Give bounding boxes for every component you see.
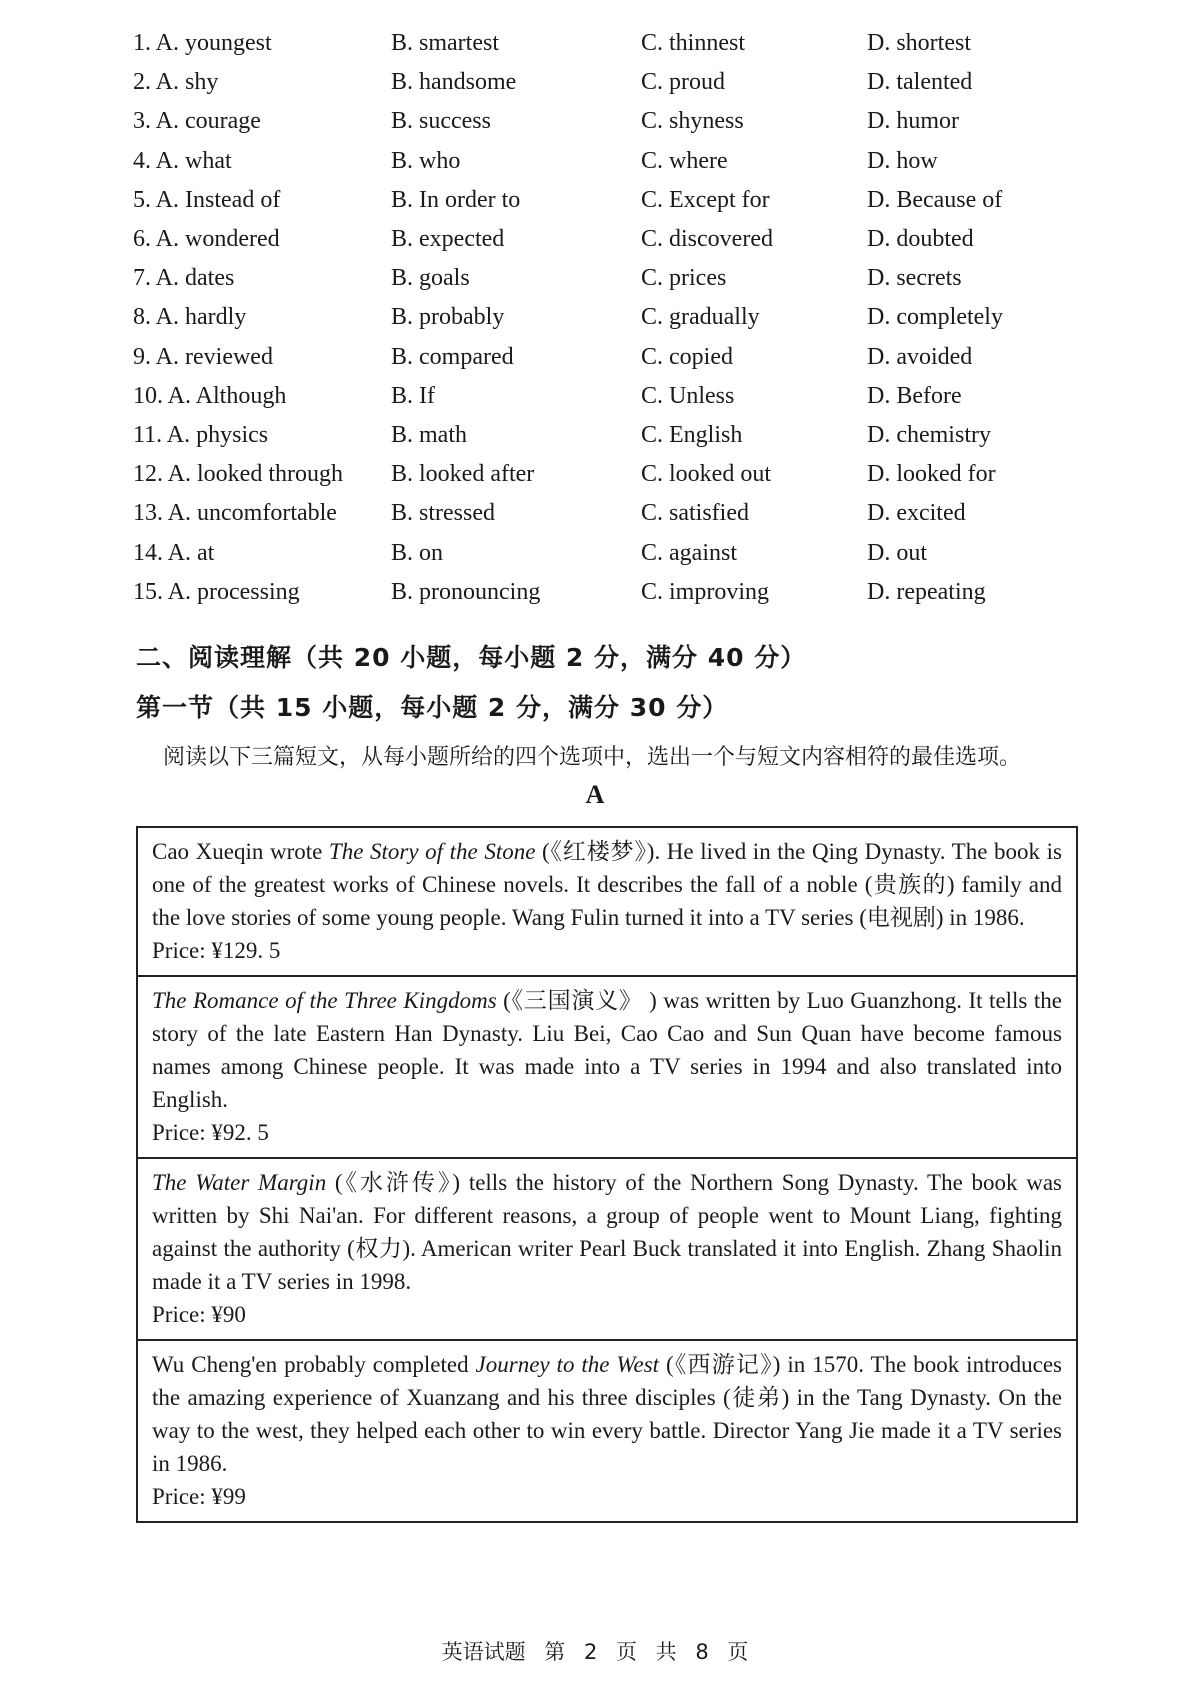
instruction-text: 阅读以下三篇短文，从每小题所给的四个选项中，选出一个与短文内容相符的最佳选项。 (163, 745, 1022, 770)
option-b: B. handsome (391, 69, 517, 96)
option-c: C. Unless (641, 382, 735, 409)
option-d: D. completely (867, 304, 1003, 331)
book-price: Price: ¥92. 5 (152, 1120, 269, 1145)
option-c: C. looked out (641, 461, 771, 488)
option-a: 8. A. hardly (133, 304, 247, 331)
option-c: C. Except for (641, 186, 770, 213)
option-a: 9. A. reviewed (133, 343, 273, 370)
section-heading: 二、阅读理解（共 20 小题，每小题 2 分，满分 40 分） (136, 643, 807, 672)
option-a: 13. A. uncomfortable (133, 500, 337, 527)
page-footer: 英语试题 第 2 页 共 8 页 (441, 1640, 749, 1664)
book-price: Price: ¥99 (152, 1484, 246, 1509)
option-a: 14. A. at (133, 539, 215, 566)
option-row (133, 181, 1033, 220)
option-d: D. shortest (867, 30, 971, 57)
option-c: C. gradually (641, 304, 760, 331)
option-d: D. excited (867, 500, 966, 527)
option-b: B. expected (391, 226, 505, 253)
book-description: Wu Cheng'en probably completed Journey to the West (《西游记》) in 1570. The book introduces the amazing experience of Xuanzang and his three disciples (徒弟) in the Tang Dynasty. On the way to the west, they helped each other to win every battle. Director Yang Jie made it a TV series in 1986. (152, 1352, 1062, 1476)
option-d: D. chemistry (867, 421, 991, 448)
option-b: B. compared (391, 343, 514, 370)
book-entry (138, 1159, 1076, 1341)
book-description: The Romance of the Three Kingdoms (《三国演义》 ) was written by Luo Guanzhong. It tells the story of the late Eastern Han Dynasty. Liu Bei, Cao Cao and Sun Quan have become famous names among Chinese people. It was made into a TV series in 1994 and also translated into English. (152, 988, 1062, 1112)
option-row (133, 259, 1033, 298)
option-a: 15. A. processing (133, 578, 300, 605)
book-description: Cao Xueqin wrote The Story of the Stone (《红楼梦》). He lived in the Qing Dynasty. The book is one of the greatest works of Chinese novels. It describes the fall of a noble (贵族的) family and the love stories of some young people. Wang Fulin turned it into a TV series (电视剧) in 1986. (152, 839, 1062, 930)
option-c: C. thinnest (641, 30, 746, 57)
part-heading: 第一节（共 15 小题，每小题 2 分，满分 30 分） (136, 693, 729, 722)
book-entry (138, 828, 1076, 977)
option-row (133, 220, 1033, 259)
option-b: B. pronouncing (391, 578, 541, 605)
option-row (133, 455, 1033, 494)
option-b: B. smartest (391, 30, 499, 57)
option-b: B. goals (391, 265, 470, 292)
book-title: Journey to the West (475, 1352, 660, 1377)
option-b: B. If (391, 382, 435, 409)
option-c: C. discovered (641, 226, 773, 253)
option-row (133, 573, 1033, 612)
book-price: Price: ¥129. 5 (152, 938, 281, 963)
option-row (133, 102, 1033, 141)
option-c: C. shyness (641, 108, 744, 135)
option-d: D. doubted (867, 226, 974, 253)
option-c: C. copied (641, 343, 733, 370)
option-a: 7. A. dates (133, 265, 235, 292)
option-d: D. talented (867, 69, 973, 96)
option-c: C. prices (641, 265, 727, 292)
option-a: 2. A. shy (133, 69, 219, 96)
option-c: C. proud (641, 69, 725, 96)
option-c: C. improving (641, 578, 770, 605)
option-c: C. English (641, 421, 743, 448)
option-row (133, 63, 1033, 102)
passage-label: A (585, 780, 605, 809)
option-c: C. against (641, 539, 737, 566)
option-d: D. humor (867, 108, 959, 135)
option-row (133, 494, 1033, 533)
option-d: D. out (867, 539, 927, 566)
option-d: D. Before (867, 382, 962, 409)
book-entry (138, 1341, 1076, 1521)
option-row (133, 416, 1033, 455)
option-row (133, 298, 1033, 337)
option-d: D. secrets (867, 265, 962, 292)
option-a: 3. A. courage (133, 108, 261, 135)
option-row (133, 377, 1033, 416)
option-b: B. on (391, 539, 444, 566)
option-c: C. where (641, 147, 728, 174)
option-a: 10. A. Although (133, 382, 287, 409)
option-d: D. repeating (867, 578, 986, 605)
book-title: The Story of the Stone (328, 839, 536, 864)
option-b: B. stressed (391, 500, 495, 527)
option-d: D. avoided (867, 343, 973, 370)
option-b: B. who (391, 147, 461, 174)
option-a: 12. A. looked through (133, 461, 343, 488)
option-a: 4. A. what (133, 147, 232, 174)
option-b: B. In order to (391, 186, 521, 213)
option-d: D. how (867, 147, 938, 174)
option-a: 5. A. Instead of (133, 186, 281, 213)
option-row (133, 338, 1033, 377)
book-title: The Romance of the Three Kingdoms (152, 988, 497, 1013)
option-d: D. Because of (867, 186, 1003, 213)
option-row (133, 142, 1033, 181)
option-row (133, 533, 1033, 572)
option-b: B. math (391, 421, 467, 448)
option-a: 1. A. youngest (133, 30, 272, 57)
book-entry (138, 977, 1076, 1159)
option-b: B. success (391, 108, 491, 135)
option-b: B. probably (391, 304, 505, 331)
book-price: Price: ¥90 (152, 1302, 246, 1327)
option-a: 11. A. physics (133, 421, 269, 448)
option-row (133, 24, 1033, 63)
book-table (136, 826, 1078, 1523)
answer-options (133, 24, 1033, 612)
option-b: B. looked after (391, 461, 535, 488)
book-description: The Water Margin (《水浒传》) tells the history of the Northern Song Dynasty. The book was written by Shi Nai'an. For different reasons, a group of people went to Mount Liang, fighting against the authority (权力). American writer Pearl Buck translated it into English. Zhang Shaolin made it a TV series in 1998. (152, 1170, 1062, 1294)
book-title: The Water Margin (152, 1170, 327, 1195)
option-d: D. looked for (867, 461, 996, 488)
option-c: C. satisfied (641, 500, 749, 527)
option-a: 6. A. wondered (133, 226, 280, 253)
